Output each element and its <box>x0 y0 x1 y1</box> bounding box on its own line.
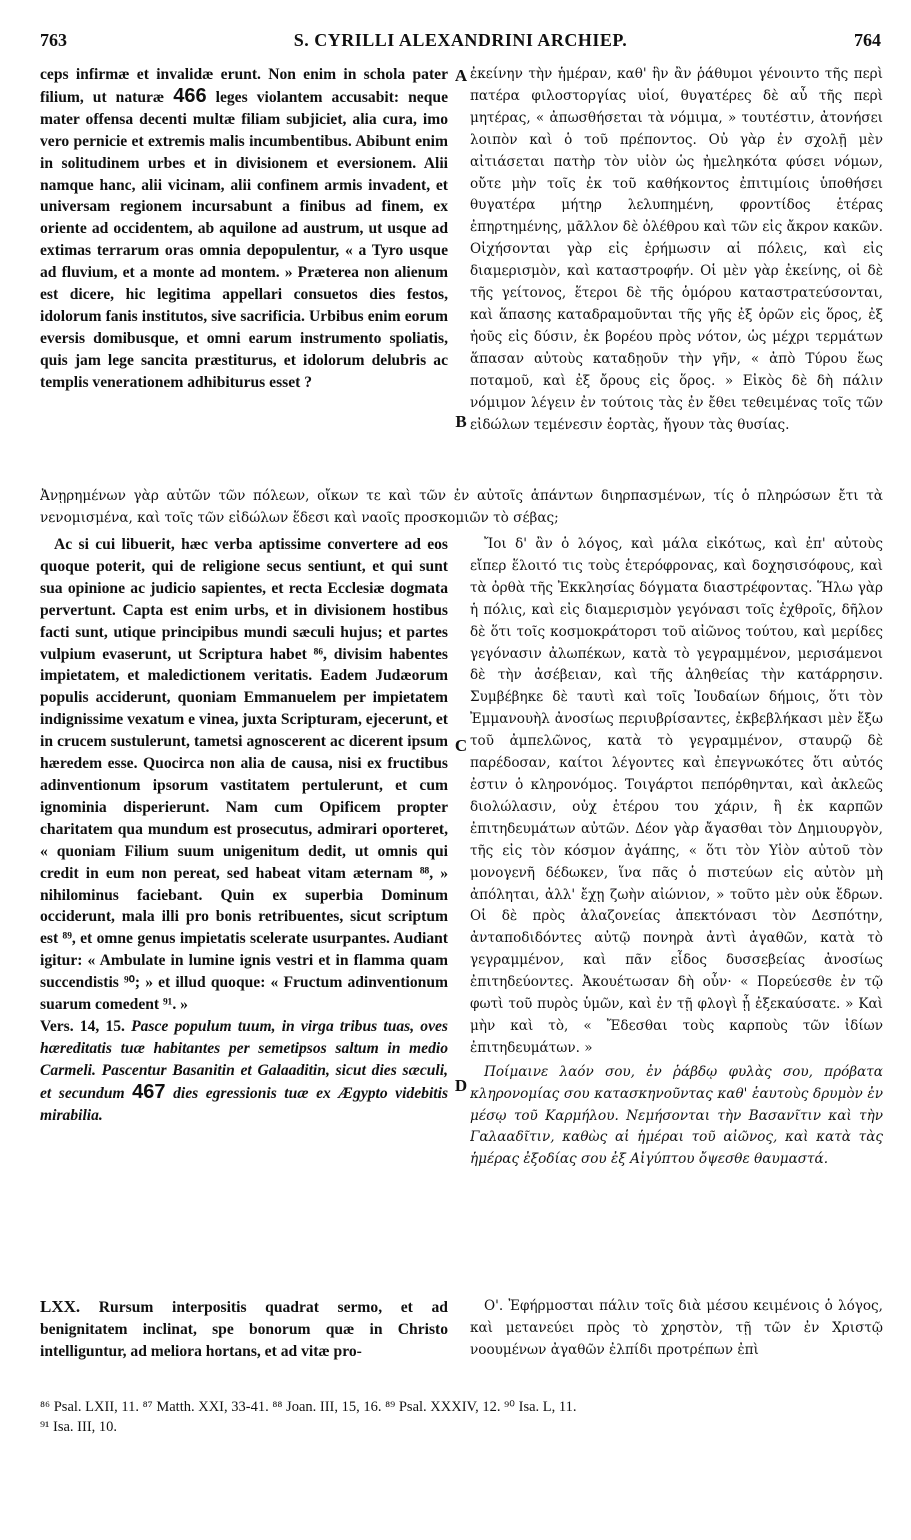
greek-column-bottom <box>470 1296 883 1368</box>
latin-column-top <box>40 64 448 484</box>
section-number-greek: Ο'. <box>484 1298 504 1314</box>
page-number-left: 763 <box>40 30 67 50</box>
latin-column-middle <box>40 534 448 1232</box>
greek-fullwidth-paragraph: Ἀνῃρημένων γὰρ αὐτῶν τῶν πόλεων, οἴκων τε καὶ τῶν ἐν αὐτοῖς ἁπάντων διηρπασμένων, τίς ὁ πληρώσων ἔτι τὰ νενομισμένα, καὶ τοῖς τῶν εἰδώλων ἕδεσι καὶ ναοῖς προσκομιῶν τὸ σέβας; <box>40 488 883 526</box>
page-header <box>40 30 881 58</box>
greek-text-middle: Ἴοι δ' ἂν ὁ λόγος, καὶ μάλα εἰκότως, καὶ ἐπ' αὐτοὺς εἴπερ ἕλοιτό τις τοὺς ἑτερόφρονας, καὶ δοχησισόφους, καὶ τὰ ὀρθὰ τῆς Ἐκκλησίας δόγματα διαστρέφοντας. Ἥλω γὰρ ἡ πόλις, καὶ εἰς διαμερισμὸν γεγόνασι τοῖς ἐχθροῖς, δῆλον δὲ ὅτι τοῖς κοσμοκράτορσι τοῦ αἰῶνος τούτου, καὶ μερίδες γεγόνασιν ἀλωπέκων, κατὰ τὸ γεγραμμένον, μερισάμενοι δὲ τὴν ἀσέβειαν, καὶ τῆς ἀληθείας τὴν κατάρρησιν. Συμβέβηκε δὲ ταυτὶ καὶ τοῖς Ἰουδαίων δήμοις, ὅτι τὸν Ἐμμανουὴλ ἀνοσίως περιυβρίσαντες, ἐκβεβλήκασι μὲν ἔξω τοῦ ἀμπελῶνος, κατὰ τὸ γεγραμμένον, σταυρῷ δὲ παρέδοσαν, καίτοι λέγοντες καὶ ἐπεγνωκότες ὅτι αὐτός ἐστιν ὁ κληρονόμος. Τοιγάρτοι πεπόρθηνται, καὶ ἀκλεῶς διολώλασιν, οὐχ ἑτέρου του χάριν, ἢ ἐκ καρπῶν ἐπιτηδευμάτων αὐτῶν. Δέον γὰρ ἄγασθαι τὸν Δημιουργὸν, τῆς εἰς τὸν κόσμον ἀγάπης, « ὅτι τὸν Υἱὸν αὐτοῦ τὸν μονογενῆ δέδωκεν, ἵνα πᾶς ὁ πιστεύων εἰς αὐτὸν μὴ ἀπόληται, ἀλλ' ἔχῃ ζωὴν αἰώνιον, » τοῦτο μὲν οὐκ ἔδρων. Οἱ δὲ πρὸς ἀλαζονείας ἀπεκτόνασι τὸν Δεσπότην, ἀνταποδιδόντες αὐτῷ πονηρὰ ἀντὶ ἀγαθῶν, κατὰ τὸ γεγραμμένον, καὶ πᾶν εἶδος δυσσεβείας ἀνοσίως ἐπιτηδεύοντες. Ἀκουέτωσαν δὴ οὖν· « Πορεύεσθε ἐν τῷ φωτὶ τοῦ πυρὸς ὑμῶν, καὶ ἐν τῇ φλογὶ ᾗ ἐξεκαύσατε. » Καὶ μὴν καὶ τὸ, « Ἔδεσθαι τοὺς καρποὺς τῶν ἰδίων ἐπιτηδευμάτων. » <box>470 536 883 1056</box>
footnote-line-1: ⁸⁶ Psal. LXII, 11. ⁸⁷ Matth. XXI, 33-41. ⁸⁸ Joan. III, 15, 16. ⁸⁹ Psal. XXXIV, 12. ⁹⁰ Isa. L, 11. <box>40 1399 577 1415</box>
footnotes <box>40 1397 883 1437</box>
latin-text-lxx: Rursum interpositis quadrat sermo, et ad benignitatem inclinat, spe bonorum quæ in Christo intelliguntur, ad meliora hortans, et ad vitæ pro- <box>40 1299 448 1360</box>
verse-greek-text: Ποίμαινε λαόν σου, ἐν ῥάβδῳ φυλὰς σου, πρόβατα κληρονομίας σου κατασκηνοῦντας καθ' ἑαυτοὺς δρυμὸν ἐν μέσῳ τοῦ Καρμήλου. Νεμήσονται τὴν Βασανῖτιν καὶ τὴν Γαλααδῖτιν, καθὼς αἱ ἡμέραι τοῦ αἰῶνος, καὶ κατὰ τὰς ἡμέρας ἐξοδίας σου ἐξ Αἰγύπτου ὄψεσθε θαυμαστά. <box>470 1063 883 1168</box>
greek-text-o: Ἐφήρμοσται πάλιν τοῖς διὰ μέσου κειμένοις ὁ λόγος, καὶ μετανεύει πρὸς τὸ χρηστὸν, τῇ τῶν ἐν Χριστῷ νοουμένων ἀγαθῶν ἐλπίδι προτρέπων ἐπὶ <box>470 1298 883 1358</box>
footnote-line-2: ⁹¹ Isa. III, 10. <box>40 1419 118 1435</box>
greek-column-middle <box>470 534 883 1232</box>
section-number-lxx: LXX. <box>40 1297 81 1316</box>
latin-text-middle: Ac si cui libuerit, hæc verba aptissime convertere ad eos quoque poterit, qui de religione secus sentiunt, et qui sunt sua opinione ac judicio sapientes, et recta Ecclesiæ dogmata pervertunt. Capta est enim urbs, et in divisionem hostibus facti sunt, utique principibus mundi sæculi hujus; et partes vulpium evaserunt, ut Scriptura habet ⁸⁶, divisim habentes impietatem, et maledictionem veritatis. Eadem Judæorum populis acciderunt, quoniam Emmanuelem per impietatem indignissime vexatum e vinea, juxta Scripturam, ejecerunt, et in crucem sustulerunt, tametsi agnoscerent ac dicerent ipsum hæredem esse. Quocirca non alia de causa, nisi ex fructibus adinventionum ipsorum vastitatem pertulerunt, et cum ignominia disperierunt. Nam cum Opificem propter charitatem qua mundum est prosecutus, admirari oporteret, « quoniam Filium suum unigenitum dedit, ut omnis qui credit in eum non pereat, sed habeat vitam æternam ⁸⁸, » nihilominus faciebant. Quin ex superbia Dominum occiderunt, mala illi pro bonis retribuentes, sicut scriptum est ⁸⁹, et omne genus impietatis scelerate usurpantes. Audiant igitur: « Ambulate in lumine ignis vestri et in flamma quam succendistis ⁹⁰; » et illud quoque: « Fructum adinventionum suarum comedent ⁹¹. » <box>40 536 448 1014</box>
greek-text-top: ἐκείνην τὴν ἡμέραν, καθ' ἣν ἂν ῥάθυμοι γένοιντο τῆς περὶ πατέρα φιλοστοργίας υἱοί, θυγατέρες δὲ αὖ τῆς περὶ μητέρας, « ἀπωσθήσεται τὰ νόμιμα, » τουτέστιν, ἀτονήσει λοιπὸν καὶ ὁ τοῦ πρέποντος. Οὐ γὰρ ἐν σχολῇ μὲν αἰτιάσεται πατὴρ τὸν υἱὸν ὡς ἠμεληκότα φύσει νόμων, οὔτε μὴν τοῖς ἐκ τοῦ καθήκοντος ἐπιτιμίοις ὑποθήσει θυγατέρα μήτηρ λελυπημένη, φροντίδος ἑτέρας ἐπηρτημένης, μᾶλλον δὲ ὀλέθρου καὶ τῶν εἰς ἄκρον κακῶν. Οἰχήσονται γὰρ εἰς ἐρήμωσιν αἱ πόλεις, καὶ εἰς διαμερισμὸν, καὶ καταστροφήν. Οἱ μὲν γὰρ ἐκείνης, οἱ δὲ τῆς γείτονος, ἕτεροι δὲ τῆς ὁμόρου καταστρατεύσονται, καὶ ἅπασης καταδραμοῦνται τῆς γῆς ἐξ ὁρῶν εἰς ὅρος, ἐξ ἠοῦς εἰς δύσιν, ἐκ βορέου πρὸς νότον, ὡς μέχρι τερμάτων ἅπασαν αὐτοὺς καταδῃοῦν τὴν γῆν, « ἀπὸ Τύρου ἕως ποταμοῦ, καὶ ἐξ ὄρους εἰς ὅρος. » Εἰκὸς δὲ δὴ πάλιν νόμιμον λέγειν ἐν τούτοις τὰς ἐν ἔθει τεθειμένας τοῖς τῶν εἰδώλων τεμένεσιν ἑορτὰς, ἤγουν τὰς θυσίας. <box>470 66 883 433</box>
column-number-466: 466 <box>173 84 207 107</box>
verse-latin-text-part2: dies egressionis tuæ ex Ægypto videbitis mirabilia. <box>40 1084 448 1124</box>
verse-reference: Vers. 14, 15. <box>40 1017 125 1035</box>
verse-latin-text-part1: Pasce populum tuum, in virga tribus tuas, oves hæreditatis tuæ habitantes per semetipsos saltum in medio Carmeli. Pascentur Basanitin et Galaaditin, sicut dies sæculi, et secundum <box>40 1017 448 1102</box>
greek-column-top <box>470 64 883 484</box>
latin-text-part2: leges violantem accusabit: neque mater offensa decenti multæ filiam subjiciet, alia cura, imo vero pernicie et extremis malis incumbentibus. Abibunt enim in solitudinem urbes et in divisionem et eversionem. Alii namque hanc, alii vicinam, alii confinem armis invadent, et universam regionem incursabunt a finibus ad finem, ex oriente ad occidentem, ab aquilone ad austrum, ut usque ad extimas terrarum oras omnia depopulentur, « a Tyro usque ad fluvium, et a monte ad montem. » Præterea non alienum est dicere, hic legitima appellari consuetos dies festos, idolorum fanis institutos, sive sacrificia. Urbibus enim eorum eversis domibusque, et omni earum instrumento spoliatis, quis jam lege sancita præstiturus, et idolorum delubris ac templis venerationem adhibiturus esset ? <box>40 88 448 391</box>
column-marker-b: B <box>455 412 467 431</box>
running-title: S. CYRILLI ALEXANDRINI ARCHIEP. <box>293 30 628 50</box>
column-marker-a: A <box>454 66 468 85</box>
column-number-467: 467 <box>132 1080 166 1103</box>
page-number-right: 764 <box>854 30 881 50</box>
latin-column-bottom <box>40 1296 448 1368</box>
column-marker-d: D <box>454 1076 468 1095</box>
column-marker-c: C <box>454 736 468 755</box>
verse-latin-paragraph <box>40 1016 448 1127</box>
latin-text-part1: ceps infirmæ et invalidæ erunt. Non enim in schola pater filium, ut naturæ <box>40 66 448 106</box>
